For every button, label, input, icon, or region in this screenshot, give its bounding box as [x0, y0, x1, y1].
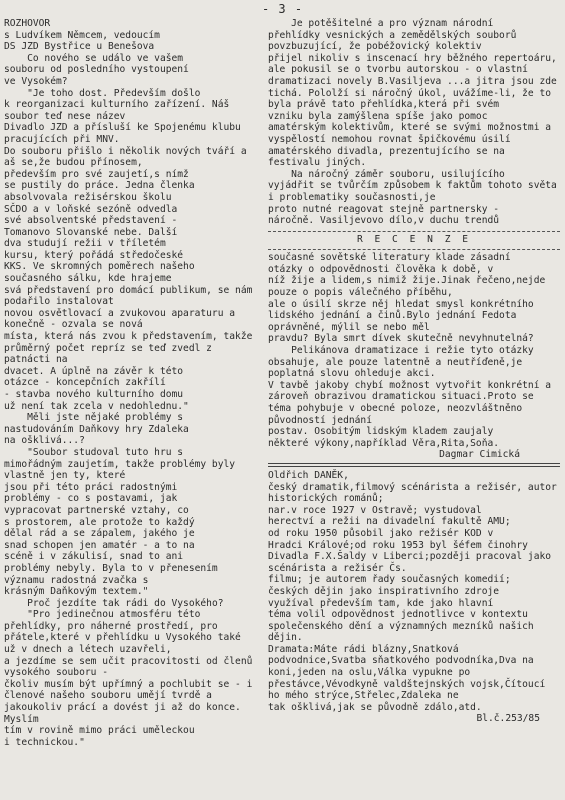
review-text: současné sovětské literatury klade zásadní otázky o odpovědnosti člověka k době, v níž žije a lidem,s nimiž žije.Jinak řečeno,nejde pouze o popis válečného příběhu, ale o úsilí skrze něj hledat smysl konkrétního lidského jednání a činů.Bylo jednání Fedota oprávněné, mýlil se nebo měl pravdu? Byla smrt dívek skutečně nevyhnutelná? Pelikánova dramatizace i režie tyto otázky obsahuje, ale pouze latentně a neutříďeně,je poplatná slovu ohleduje akci. V tavbě jakoby chybí možnost vytvořit konkrétní a zároveň obrazivou dramatickou situaci.Proto se téma pohybuje v obecné poloze, neozvláštněno původností jednání postav. Osobitým lidským kladem zaujaly některé výkony,například Věra,Rita,Soňa.	[268, 252, 552, 449]
interview-column	[4, 18, 256, 748]
review-intro-text: Je potěšitelné a pro význam národní přehlídky vesnických a zemědělských souborů povzbuzující, že pobéžovický kolektiv přijel nikoliv s inscenací hry běžného repertoáru, ale pokusil se o tvorbu autorskou - o vlastní dramatizaci novely B.Vasiljeva ...a jitra jsou zde tichá. Pololží si náročný úkol, uvážíme-li, že to byla právě tato přehlídka,která při svém vzniku byla zamýšlena spíše jako pomoc amatérským kolektivům, které se svými možnostmi a vyspělostí nemohou rovnat špičkovému úsilí amatérského divadla, prezentujícího se na festivalu jiných. Na náročný záměr souboru, usilujícího vyjádřit se tvůrčím způsobem k faktům tohoto světa i problematiky současnosti,je proto nutné reagovat stejně partnersky - náročně. Vasiljevovo dílo,v duchu trendů	[268, 18, 557, 227]
interview-text: ROZHOVOR s Ludvíkem Němcem, vedoucím DS JZD Bystřice u Benešova Co nového se událo ve vašem souboru od posledního vystoupení ve Vysokém? "Je toho dost. Především došlo k reorganizaci kulturního zařízení. Náš soubor teď nese název Divadlo JZD a přísluší ke Spojenému klubu pracujících při MNV. Do souboru přišlo i několik nových tváří a aš se,že budou přínosem, především pro své zaujetí,s nímž se pustily do práce. Jedna členka absolvovala režisérskou školu SČDO a v loňské sezóně odvedla své absolventské představení - Tomanovo Slovanské nebe. Další dva studují režii v tříletém kursu, který pořádá středočeské KKS. Ve skromných poměrech našeho současného sálku, kde hrajeme svá představení pro domácí publikum, se nám podařilo instalovat novou osvětlovací a zvukovou aparaturu a konečně - ozvala se nová místa, která nás zvou k představením, takže průměrný počet repríz se teď zvedl z patnácti na dvacet. A úplně na závěr k této otázce - koncepčních zakřílí - stavba nového kulturního domu už není tak zcela v nedohlednu." Měli jste nějaké problémy s nastudováním Daňkovy hry Zdaleka na ošklivá...? "Soubor studoval tuto hru s mimořádným zaujetím, takže problémy byly vlastně jen ty, které jsou při této práci radostnými problémy - co s postavami, jak vypracovat partnerské vztahy, co s prostorem, ale protože to každý dělal rád a se zápalem, jakého je snad schopen jen amatér - a to na scéně i v zákulisí, snad to ani problémy nebyly. Byla to v přenesením významu radostná zvačka s krásným Daňkovým textem." Proč jezdíte tak rádi do Vysokého? "Pro jedinečnou atmosféru této přehlídky, pro náherné prostředí, pro přátele,které v přehlídku u Vysokého také už v dnech a létech uzavřeli, a jezdíme se sem učit pracovitosti od členů vysokého souboru - čkoliv musím být upřímný a pochlubit se - i členové našeho souboru umějí tvrdě a jakoukoliv prácí a dovést ji až do konce. Myslím tím v rovině mimo práci uměleckou i technickou."	[4, 18, 253, 748]
author-bio: Oldřich DANĚK, český dramatik,filmový scénárista a režisér, autor historických románů; nar.v roce 1927 v Ostravě; vystudoval herectví a režii na divadelní fakultě AMU; od roku 1950 působil jako režisér KOD v Hradci Králové;od roku 1953 byl šéfem činohry Divadla F.X.Šaldy v Liberci;později pracoval jako scénárista a režisér Čs. filmu; je autorem řady současných komedií; českých dějin jako inspirativního zdroje využíval především tam, kde jako hlavní téma volil odpovědnost jednotlivce v kontextu společenského dění a významných mezníků našich dějin. Dramata:Máte rádi blázny,Snatková podvodnice,Svatba sňatkového podvodníka,Dva na koni,jeden na oslu,Válka vypukne po přestávce,Vévodkyně valdštejnských vojsk,Čítoucí ho mého strýce,Střelec,Zdaleka ne tak ošklivá,jak se původně zdálo,atd.	[268, 469, 557, 713]
review-signature: Dagmar Cimická	[439, 449, 520, 461]
page-number: - 3 -	[261, 2, 304, 16]
section-heading: R E C E N Z E	[356, 233, 472, 245]
section-divider	[268, 231, 560, 232]
document-code: Bl.č.253/85	[476, 713, 540, 725]
bio-divider	[268, 463, 560, 467]
section-divider-bottom	[268, 249, 560, 250]
review-column	[268, 18, 560, 725]
